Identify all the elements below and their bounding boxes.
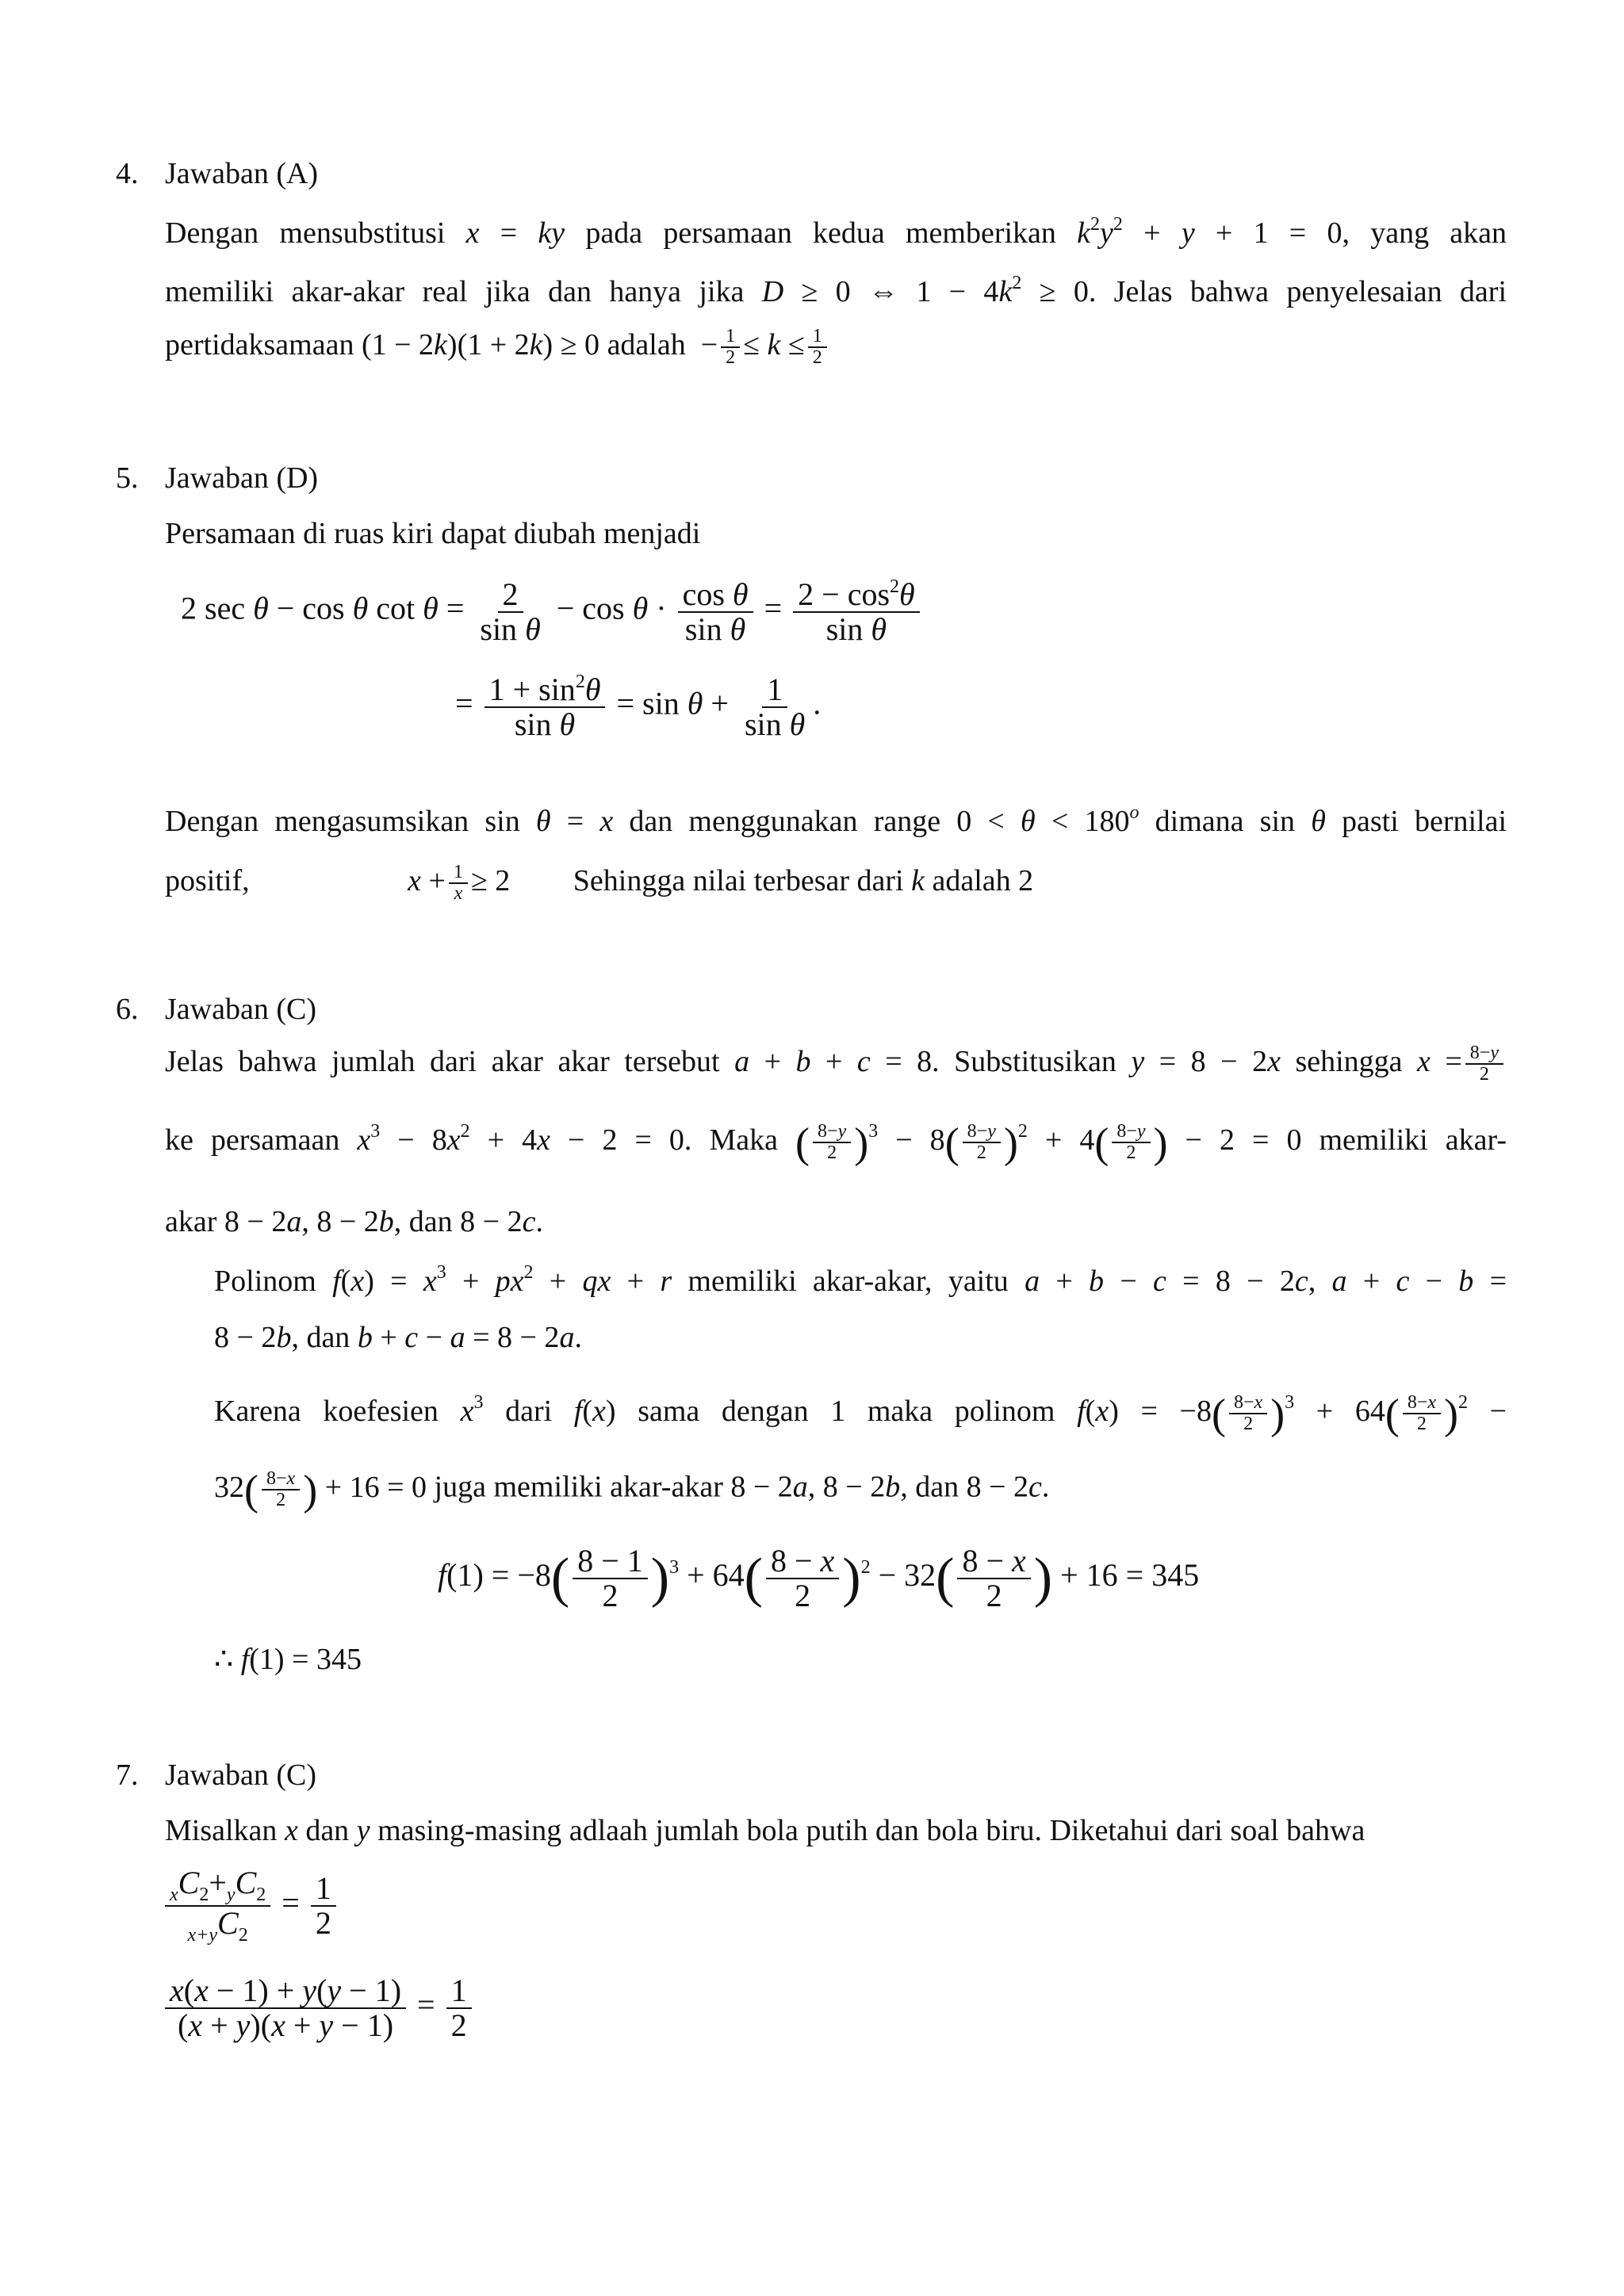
equation: $x^3$	[460, 1392, 484, 1428]
equation: $f(x) = x^3 + px^2$ + qx + r	[332, 1262, 672, 1298]
text: dan	[306, 1321, 350, 1354]
q4-line-2	[165, 271, 1507, 312]
q7-equation-2: $\frac{x(x - 1) + y(y - 1)}{(x + y)(x + y - 1)}$ = $\frac{1}{2}$	[165, 1974, 475, 2042]
q6-line-3	[165, 1203, 1507, 1242]
text: dan	[408, 1205, 453, 1238]
equation: $k^2y^2 + y + 1 = 0$,	[1077, 214, 1350, 250]
equation: k	[911, 864, 925, 897]
text: memiliki akar-akar, yaitu	[688, 1265, 1009, 1298]
equation: $x^3 - 8x^2 + 4x - 2 = 0$.	[357, 1121, 692, 1157]
equation: sin θ = x	[485, 805, 614, 838]
equation: 8 − 2a, 8 − 2b,	[730, 1470, 908, 1504]
q6-line-2	[165, 1119, 1507, 1167]
answer-heading-5: Jawaban (D)	[165, 461, 319, 495]
equation: ( $\frac{8-y}{2}$ )$^3$ − 8( $\frac{8-y}{2}$ )$^2$ + 4( $\frac{8-y}{2}$ ) − 2 = 0	[795, 1119, 1302, 1167]
q6-therefore: ∴ f(1) = 345	[214, 1643, 362, 1676]
text: pertidaksamaan	[165, 328, 354, 362]
answer-heading-4: Jawaban (A)	[165, 157, 319, 190]
text: dan	[305, 1814, 350, 1847]
q6-evaluation-equation: f(1) = −8( $\frac{8 - 1}{2}$ )$^3$ + 64( $\frac{8 - x}{2}$ )$^2$ − 32( $\frac{8 - x}{2}$ ) + 16 = 345	[438, 1543, 1200, 1613]
text: dan menggunakan range	[629, 805, 941, 838]
text: dan	[915, 1470, 959, 1504]
equation: 8 − 2b,	[214, 1321, 299, 1354]
text: memiliki akar-akar real jika dan hanya jika	[165, 275, 745, 308]
equation: x + $\frac{1}{x}$ ≥ 2	[408, 862, 511, 905]
equation: x = ky	[465, 216, 565, 250]
equation: y = 8 − 2x	[1131, 1045, 1281, 1078]
text: memiliki akar-	[1319, 1123, 1507, 1157]
equation: a + b − c = 8 − 2c, a + c − b =	[1025, 1265, 1507, 1298]
text: pasti bernilai	[1342, 805, 1507, 838]
text: Karena koefesien	[214, 1395, 439, 1428]
q6-karena-line-1	[214, 1390, 1507, 1438]
q6-line-1	[165, 1043, 1507, 1085]
text: masing-masing adlaah jumlah bola putih dan bola biru. Diketahui dari soal bahwa	[377, 1814, 1365, 1847]
text: dari	[505, 1395, 553, 1428]
q6-polinom-line-1	[214, 1261, 1507, 1301]
text: akar	[165, 1205, 217, 1238]
q7-intro	[165, 1812, 1507, 1850]
equation: b + c − a = 8 − 2a.	[357, 1321, 582, 1354]
text: Dengan mensubstitusi	[165, 216, 446, 250]
q5-conclusion-line	[165, 863, 1507, 904]
equation: y	[356, 1814, 370, 1847]
equation: x = $\frac{8-y}{2}$	[1417, 1045, 1507, 1078]
q4-line-1	[165, 212, 1507, 253]
equation: 8 − 2a, 8 − 2b,	[224, 1205, 402, 1238]
item-number-7: 7.	[116, 1758, 139, 1792]
q5-assumption-line	[165, 801, 1507, 841]
text: Maka	[709, 1123, 778, 1157]
equation: (1 − 2k)(1 + 2k) ≥ 0	[361, 328, 600, 362]
q6-karena-line-2	[214, 1468, 1049, 1511]
text: Dengan mengasumsikan	[165, 805, 469, 838]
q4-line-3	[165, 327, 1507, 368]
equation: f(x)	[573, 1395, 616, 1428]
text: dimana	[1155, 805, 1244, 838]
equation: f(x) = −8( $\frac{8-x}{2}$ )$^3$ + 64( $\frac{8-x}{2}$ )$^2$ −	[1077, 1390, 1507, 1438]
equation: sin θ	[1259, 805, 1326, 838]
equation: 8 − 2c.	[460, 1205, 543, 1238]
q5-derivation-line-1: 2 sec θ − cos θ cot θ = $\frac{2}{\text{sin θ}}$ − cos θ · $\frac{\text{cos θ}}{\text{sin θ}}$ = $\frac{2 - \cos^2\theta}{\text{sin θ}}$	[181, 577, 923, 646]
text: Substitusikan	[954, 1045, 1116, 1078]
equation: 8 − 2c.	[966, 1470, 1050, 1504]
text: Jelas bahwa jumlah dari akar akar tersebut	[165, 1045, 720, 1078]
text: sehingga	[1295, 1045, 1403, 1078]
text: sama dengan 1 maka polinom	[638, 1395, 1055, 1428]
text: juga memiliki akar-akar	[434, 1470, 723, 1504]
text: Sehingga nilai terbesar dari	[573, 864, 904, 897]
text: yang akan	[1370, 216, 1507, 250]
q5-intro: Persamaan di ruas kiri dapat diubah menjadi	[165, 517, 701, 550]
result-value: 345	[316, 1643, 362, 1676]
result-value: 345	[1151, 1557, 1200, 1594]
equation: $0 < \theta < 180^o$	[956, 802, 1139, 838]
q7-equation-1: $\frac{_xC_2+_yC_2}{_{x+y}C_2}$ = $\frac{1}{2}$	[165, 1866, 339, 1946]
equation: x	[284, 1814, 298, 1847]
item-number-6: 6.	[116, 993, 139, 1026]
text: positif,	[165, 864, 250, 897]
text: adalah	[607, 328, 686, 362]
item-number-4: 4.	[116, 157, 139, 190]
equation: 32( $\frac{8-x}{2}$ ) + 16 = 0	[214, 1466, 427, 1513]
q6-polinom-line-2	[214, 1319, 582, 1357]
text: adalah 2	[932, 864, 1034, 897]
answer-heading-7: Jawaban (C)	[165, 1758, 316, 1792]
equation: a + b + c = 8.	[734, 1045, 940, 1078]
text: pada persamaan kedua memberikan	[585, 216, 1056, 250]
text: Polinom	[214, 1265, 316, 1298]
text: ke persamaan	[165, 1123, 340, 1157]
text: Misalkan	[165, 1814, 278, 1847]
equation: − $\frac{1}{2}$ ≤ k ≤ $\frac{1}{2}$	[693, 328, 830, 362]
equation: D ≥ 0 ⇔ $1 - 4k^2 \ge 0$.	[761, 273, 1097, 308]
answer-heading-6: Jawaban (C)	[165, 993, 316, 1026]
text: Jelas bahwa penyelesaian dari	[1113, 275, 1507, 308]
item-number-5: 5.	[116, 461, 139, 495]
q5-derivation-line-2: = $\frac{1 + \sin^2\theta}{\text{sin θ}}$ = sin θ + $\frac{1}{\text{sin θ}}$ .	[455, 671, 822, 742]
